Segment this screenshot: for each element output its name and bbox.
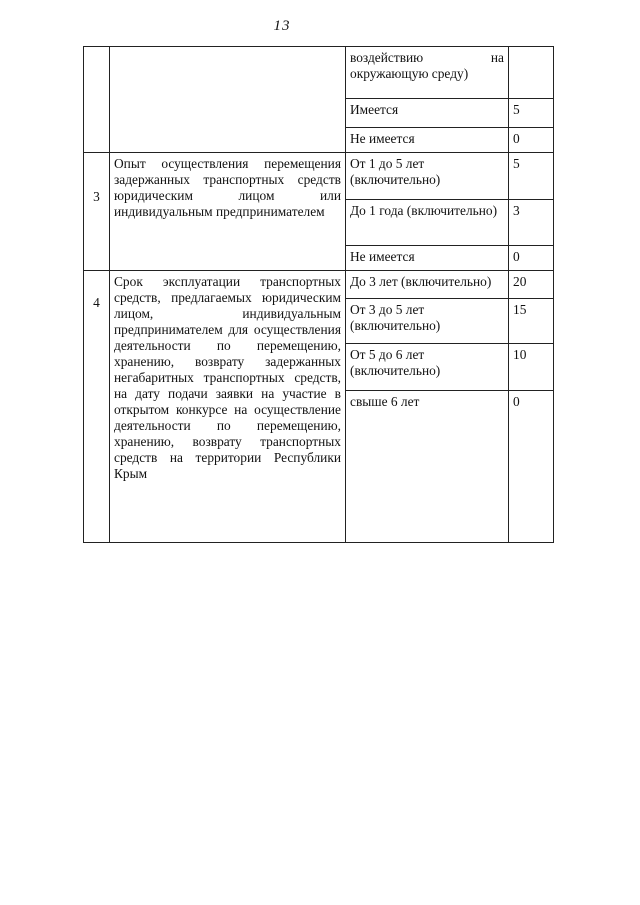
points-cell: 20 [509, 271, 554, 299]
option-cell: От 1 до 5 лет (включительно) [346, 153, 509, 200]
option-cell: Не имеется [346, 246, 509, 271]
option-cell: До 1 года (включительно) [346, 200, 509, 246]
points-cell [509, 47, 554, 99]
option-cell: До 3 лет (включительно) [346, 271, 509, 299]
option-cell [346, 47, 509, 99]
option-cell: свыше 6 лет [346, 391, 509, 543]
criterion-cell [110, 47, 346, 153]
criteria-table [83, 46, 554, 543]
points-cell: 0 [509, 128, 554, 153]
points-cell: 5 [509, 99, 554, 128]
points-cell: 3 [509, 200, 554, 246]
table-row [84, 47, 554, 99]
option-cell: Не имеется [346, 128, 509, 153]
option-cell: Имеется [346, 99, 509, 128]
option-cell: От 3 до 5 лет (включительно) [346, 299, 509, 344]
criterion-cell: Опыт осуществления перемещения задержанных транспортных средств юридическим лицом или индивидуальным предпринимателем [110, 153, 346, 271]
option-label: воздействию на окружающую среду) [350, 50, 504, 81]
page-number: 13 [273, 18, 291, 34]
points-cell: 5 [509, 153, 554, 200]
criterion-cell: Срок эксплуатации транспортных средств, предлагаемых юридическим лицом, индивидуальным предпринимателем для осуществления деятельности по перемещению, хранению, возврату задержанных негабаритных транспортных средств, на дату подачи заявки на участие в открытом конкурсе на осуществление деятельности по перемещению, хранению, возврату транспортных средств на территории Республики Крым [110, 271, 346, 543]
row-number-cell: 3 [84, 153, 110, 271]
points-cell: 10 [509, 344, 554, 391]
points-cell: 0 [509, 246, 554, 271]
table-row [84, 271, 554, 299]
row-number-cell: 4 [84, 271, 110, 543]
points-cell: 15 [509, 299, 554, 344]
table-row [84, 153, 554, 200]
points-cell: 0 [509, 391, 554, 543]
option-cell: От 5 до 6 лет (включительно) [346, 344, 509, 391]
row-number-cell [84, 47, 110, 153]
